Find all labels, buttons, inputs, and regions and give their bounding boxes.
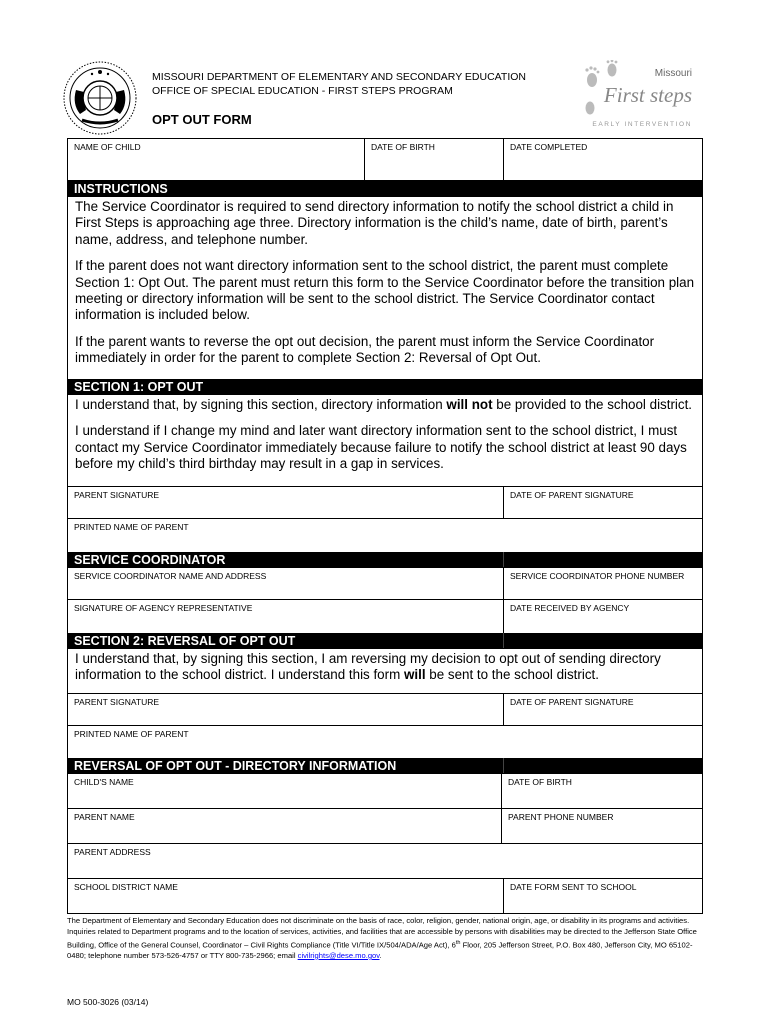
date-received-field[interactable] xyxy=(504,600,702,633)
section1-printed-name-row xyxy=(68,519,702,552)
parent-phone-field[interactable] xyxy=(502,809,702,843)
reversal-date-of-birth-field[interactable] xyxy=(502,774,702,808)
childs-name-field[interactable] xyxy=(68,774,502,808)
logo-first-steps: First steps xyxy=(603,83,692,107)
reversal-info-heading-bar xyxy=(68,758,702,774)
printed-name-label: PRINTED NAME OF PARENT xyxy=(74,522,189,532)
date-received-label: DATE RECEIVED BY AGENCY xyxy=(510,603,630,613)
name-of-child-label: NAME OF CHILD xyxy=(74,142,141,152)
parent-name-row xyxy=(68,809,702,844)
date-completed-field[interactable] xyxy=(504,139,702,180)
parent-phone-label: PARENT PHONE NUMBER xyxy=(508,812,614,822)
logo-tagline: EARLY INTERVENTION xyxy=(592,121,692,128)
section2-date-signature-field[interactable] xyxy=(504,694,702,725)
header-department xyxy=(152,70,526,98)
date-sent-field[interactable] xyxy=(504,879,702,913)
school-district-row xyxy=(68,879,702,914)
instructions-heading: INSTRUCTIONS xyxy=(68,181,702,197)
child-name-row xyxy=(68,774,702,809)
agency-signature-field[interactable] xyxy=(68,600,504,633)
instructions-paragraph-2: If the parent does not want directory information sent to the school district, the parent must complete Section 1: Opt Out. The parent must return this form to the Service Coordinator before the transition plan meeting or directory information will be sent to the school district. The Service Coordinator contact information is included below. xyxy=(75,258,695,323)
instructions-text xyxy=(68,197,702,379)
coordinator-phone-label: SERVICE COORDINATOR PHONE NUMBER xyxy=(510,571,685,581)
section2-printed-name-field[interactable] xyxy=(68,726,702,758)
childs-name-label: CHILD'S NAME xyxy=(74,777,134,787)
section2-paragraph-1: I understand that, by signing this section, I am reversing my decision to opt out of sending directory information to the school district. I understand this form will be sent to the school district. xyxy=(75,651,661,683)
section2-heading-bar xyxy=(68,633,702,649)
section2-text xyxy=(68,649,702,693)
date-sent-label: DATE FORM SENT TO SCHOOL xyxy=(510,882,637,892)
section2-heading: SECTION 2: REVERSAL OF OPT OUT xyxy=(68,633,504,648)
office-name: OFFICE OF SPECIAL EDUCATION - FIRST STEPS PROGRAM xyxy=(152,85,453,97)
reversal-date-of-birth-label: DATE OF BIRTH xyxy=(508,777,572,787)
department-name: MISSOURI DEPARTMENT OF ELEMENTARY AND SECONDARY EDUCATION xyxy=(152,71,526,83)
section1-parent-signature-field[interactable] xyxy=(68,487,504,518)
section1-text xyxy=(68,395,702,486)
section1-heading: SECTION 1: OPT OUT xyxy=(68,379,702,395)
parent-signature-label: PARENT SIGNATURE xyxy=(74,697,160,707)
coordinator-name-address-field[interactable] xyxy=(68,568,504,599)
missouri-state-seal xyxy=(62,60,138,136)
parent-name-field[interactable] xyxy=(68,809,502,843)
date-parent-signature-label: DATE OF PARENT SIGNATURE xyxy=(510,490,634,500)
parent-signature-label: PARENT SIGNATURE xyxy=(74,490,160,500)
date-of-birth-field[interactable] xyxy=(365,139,504,180)
form-number: MO 500-3026 (03/14) xyxy=(67,997,149,1007)
civil-rights-email-link[interactable]: civilrights@dese.mo.gov xyxy=(297,950,380,960)
section1-paragraph-2: I understand if I change my mind and later want directory information sent to the school district, I must contact my Service Coordinator immediately because failure to notify the school district at least 90 days before my child’s third birthday may result in a gap in services. xyxy=(75,423,687,472)
date-completed-label: DATE COMPLETED xyxy=(510,142,588,152)
opt-out-form xyxy=(67,138,703,914)
section1-signature-row xyxy=(68,486,702,519)
service-coordinator-heading: SERVICE COORDINATOR xyxy=(68,552,504,567)
first-steps-logo xyxy=(580,60,696,130)
instructions-paragraph-1: The Service Coordinator is required to send directory information to notify the school district a child in First Steps is approaching age three. Directory information is the child’s name, date of birth, parent’s name, address, and telephone number. xyxy=(75,199,674,247)
agency-signature-label: SIGNATURE OF AGENCY REPRESENTATIVE xyxy=(74,603,253,613)
reversal-info-heading: REVERSAL OF OPT OUT - DIRECTORY INFORMATION xyxy=(68,758,504,773)
logo-missouri: Missouri xyxy=(654,68,692,79)
date-of-birth-label: DATE OF BIRTH xyxy=(371,142,435,152)
parent-name-label: PARENT NAME xyxy=(74,812,135,822)
coordinator-phone-field[interactable] xyxy=(504,568,702,599)
date-parent-signature-label: DATE OF PARENT SIGNATURE xyxy=(510,697,634,707)
service-coordinator-heading-bar xyxy=(68,552,702,568)
section1-printed-name-field[interactable] xyxy=(68,519,702,552)
coordinator-name-address-label: SERVICE COORDINATOR NAME AND ADDRESS xyxy=(74,571,267,581)
child-info-row xyxy=(68,139,702,181)
school-district-field[interactable] xyxy=(68,879,504,913)
section2-signature-row xyxy=(68,693,702,726)
form-title: OPT OUT FORM xyxy=(152,112,252,127)
section1-paragraph-1: I understand that, by signing this section, directory information will not be provided to the school district. xyxy=(75,397,693,412)
name-of-child-field[interactable] xyxy=(68,139,365,180)
instructions-paragraph-3: If the parent wants to reverse the opt out decision, the parent must inform the Service Coordinator immediately in order for the parent to complete Section 2: Reversal of Opt Out. xyxy=(75,333,655,366)
parent-address-label: PARENT ADDRESS xyxy=(74,847,151,857)
printed-name-label: PRINTED NAME OF PARENT xyxy=(74,729,189,739)
parent-address-row xyxy=(68,844,702,879)
nondiscrimination-notice: The Department of Elementary and Secondary Education does not discriminate on the basis of race, color, religion, gender, national origin, age, or disability in its programs and activities. Inquiries related to Department programs and to the location of services, activities, and facilities that are accessible by persons with disabilities may be directed to the Jefferson State Office Building, Office of the General Counsel, Coordinator – Civil Rights Compliance (Title VI/Title IX/504/ADA/Age Act), 6th Floor, 205 Jefferson Street, P.O. Box 480, Jefferson City, MO 65102-0480; telephone number 573-526-4757 or TTY 800-735-2966; email civilrights@dese.mo.gov. xyxy=(67,916,697,960)
coordinator-contact-row xyxy=(68,568,702,600)
section2-parent-signature-field[interactable] xyxy=(68,694,504,725)
school-district-label: SCHOOL DISTRICT NAME xyxy=(74,882,178,892)
agency-signature-row xyxy=(68,600,702,633)
parent-address-field[interactable] xyxy=(68,844,702,878)
section2-printed-name-row xyxy=(68,726,702,758)
section1-date-signature-field[interactable] xyxy=(504,487,702,518)
